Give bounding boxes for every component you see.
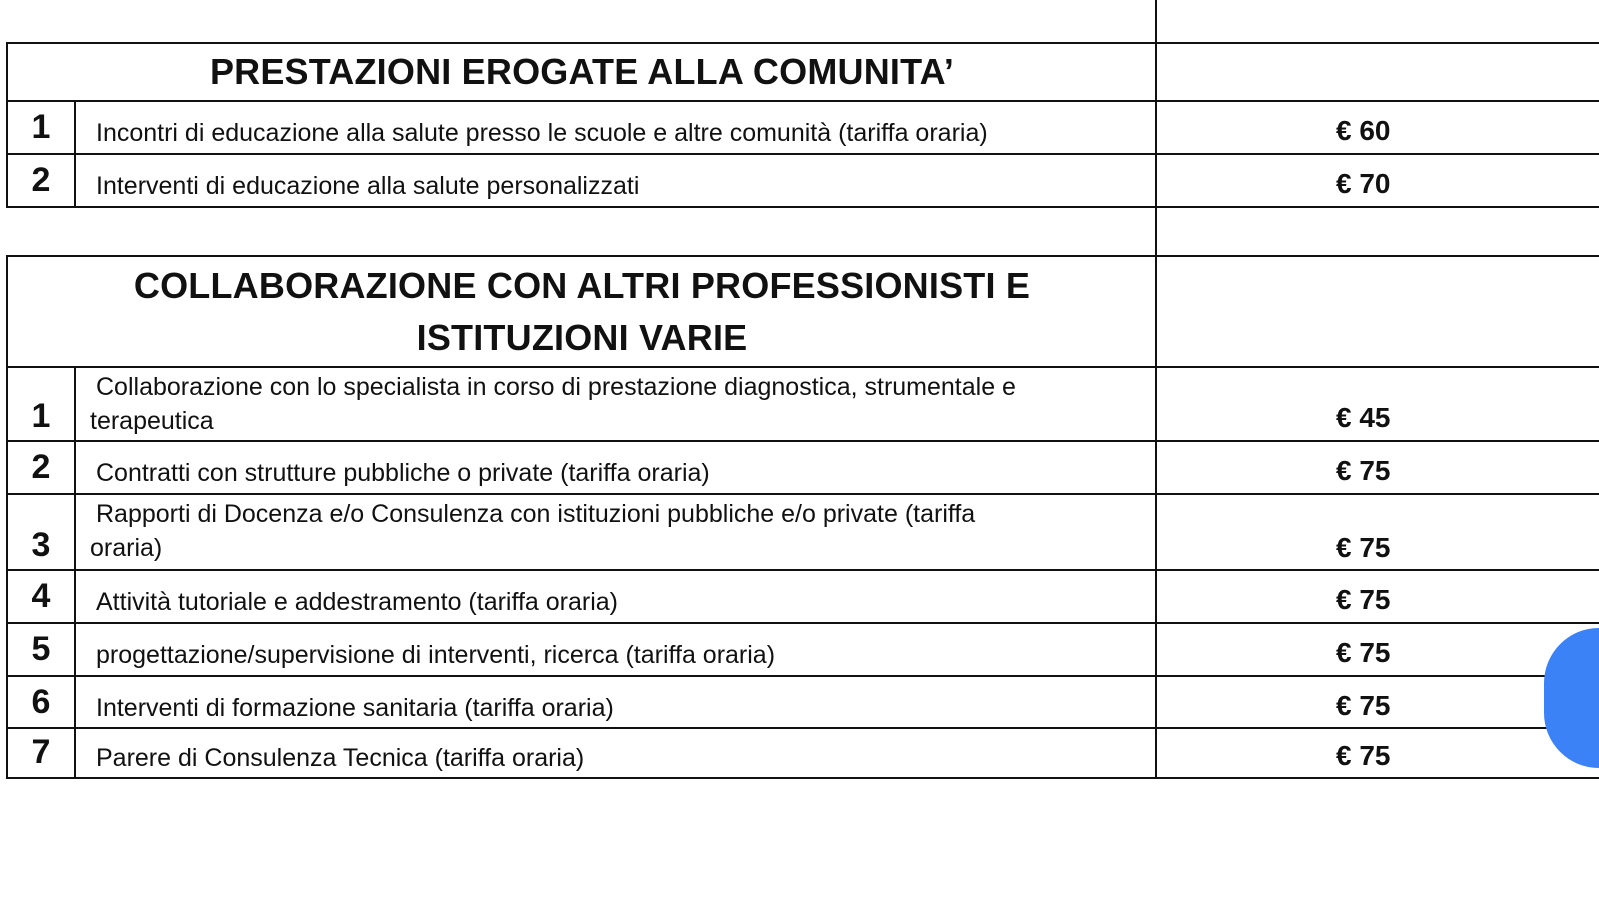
row-number-text: 1 [31, 397, 51, 435]
row-price [1156, 495, 1599, 569]
row-description-line: Collaborazione con lo specialista in corso di prestazione diagnostica, strumentale e [96, 373, 1016, 401]
row-number [6, 102, 76, 153]
section-title [6, 257, 1156, 366]
section-title-line: PRESTAZIONI EROGATE ALLA COMUNITA’ [209, 51, 955, 92]
row-number [6, 495, 76, 569]
row-price [1156, 677, 1599, 727]
row-price [1156, 729, 1599, 777]
table-row [6, 155, 1599, 208]
row-price [1156, 571, 1599, 622]
table-row [6, 729, 1599, 779]
table-row [6, 495, 1599, 571]
row-description-line: terapeutica [90, 407, 214, 435]
row-price-text: € 45 [1336, 402, 1391, 433]
section-community-services [6, 42, 1599, 208]
row-number [6, 368, 76, 440]
row-description-line: Interventi di educazione alla salute personalizzati [96, 172, 640, 200]
section-collaboration [6, 255, 1599, 779]
table-row [6, 571, 1599, 624]
row-description [76, 155, 1156, 206]
row-number-text: 7 [31, 733, 51, 771]
row-description-line: Contratti con strutture pubbliche o private (tariffa oraria) [96, 459, 710, 487]
row-number [6, 677, 76, 727]
row-number-text: 2 [31, 161, 51, 199]
table-row [6, 368, 1599, 442]
row-description [76, 102, 1156, 153]
row-price [1156, 102, 1599, 153]
row-description-line: progettazione/supervisione di interventi, ricerca (tariffa oraria) [96, 641, 776, 669]
row-description [76, 442, 1156, 493]
row-price-text: € 75 [1336, 740, 1391, 771]
row-description-line: Interventi di formazione sanitaria (tariffa oraria) [96, 694, 614, 722]
row-description [76, 624, 1156, 675]
row-description [76, 368, 1156, 440]
row-description-line: Parere di Consulenza Tecnica (tariffa oraria) [96, 744, 585, 772]
row-number [6, 442, 76, 493]
row-description-line: oraria) [90, 534, 163, 562]
row-number [6, 155, 76, 206]
row-description-line: Incontri di educazione alla salute presso le scuole e altre comunità (tariffa oraria) [96, 119, 988, 147]
row-price [1156, 624, 1599, 675]
table-row [6, 442, 1599, 495]
row-price [1156, 155, 1599, 206]
row-number-text: 3 [31, 526, 51, 564]
section-title [6, 44, 1156, 100]
table-row [6, 102, 1599, 155]
row-price-text: € 70 [1336, 168, 1391, 199]
row-price-text: € 75 [1336, 584, 1391, 615]
row-price-text: € 75 [1336, 690, 1391, 721]
row-description [76, 677, 1156, 727]
section-header [6, 255, 1599, 368]
row-description [76, 495, 1156, 569]
row-description [76, 729, 1156, 777]
row-number [6, 624, 76, 675]
row-number-text: 6 [31, 683, 51, 721]
row-number-text: 5 [31, 630, 51, 668]
section-title-line: COLLABORAZIONE CON ALTRI PROFESSIONISTI E [133, 264, 1031, 306]
row-description-line: Attività tutoriale e addestramento (tariffa oraria) [96, 588, 619, 616]
row-price-text: € 75 [1336, 532, 1391, 563]
row-price [1156, 442, 1599, 493]
table-row [6, 624, 1599, 677]
section-title-line: ISTITUZIONI VARIE [416, 316, 748, 358]
row-number-text: 4 [31, 577, 51, 615]
table-row [6, 677, 1599, 729]
row-price-text: € 75 [1336, 637, 1391, 668]
row-description-line: Rapporti di Docenza e/o Consulenza con istituzioni pubbliche e/o private (tariffa [96, 500, 976, 528]
row-number [6, 729, 76, 777]
row-number [6, 571, 76, 622]
row-number-text: 2 [31, 448, 51, 486]
row-price-text: € 60 [1336, 115, 1391, 146]
row-number-text: 1 [31, 108, 51, 146]
section-header [6, 42, 1599, 102]
row-price-text: € 75 [1336, 455, 1391, 486]
row-price [1156, 368, 1599, 440]
row-description [76, 571, 1156, 622]
